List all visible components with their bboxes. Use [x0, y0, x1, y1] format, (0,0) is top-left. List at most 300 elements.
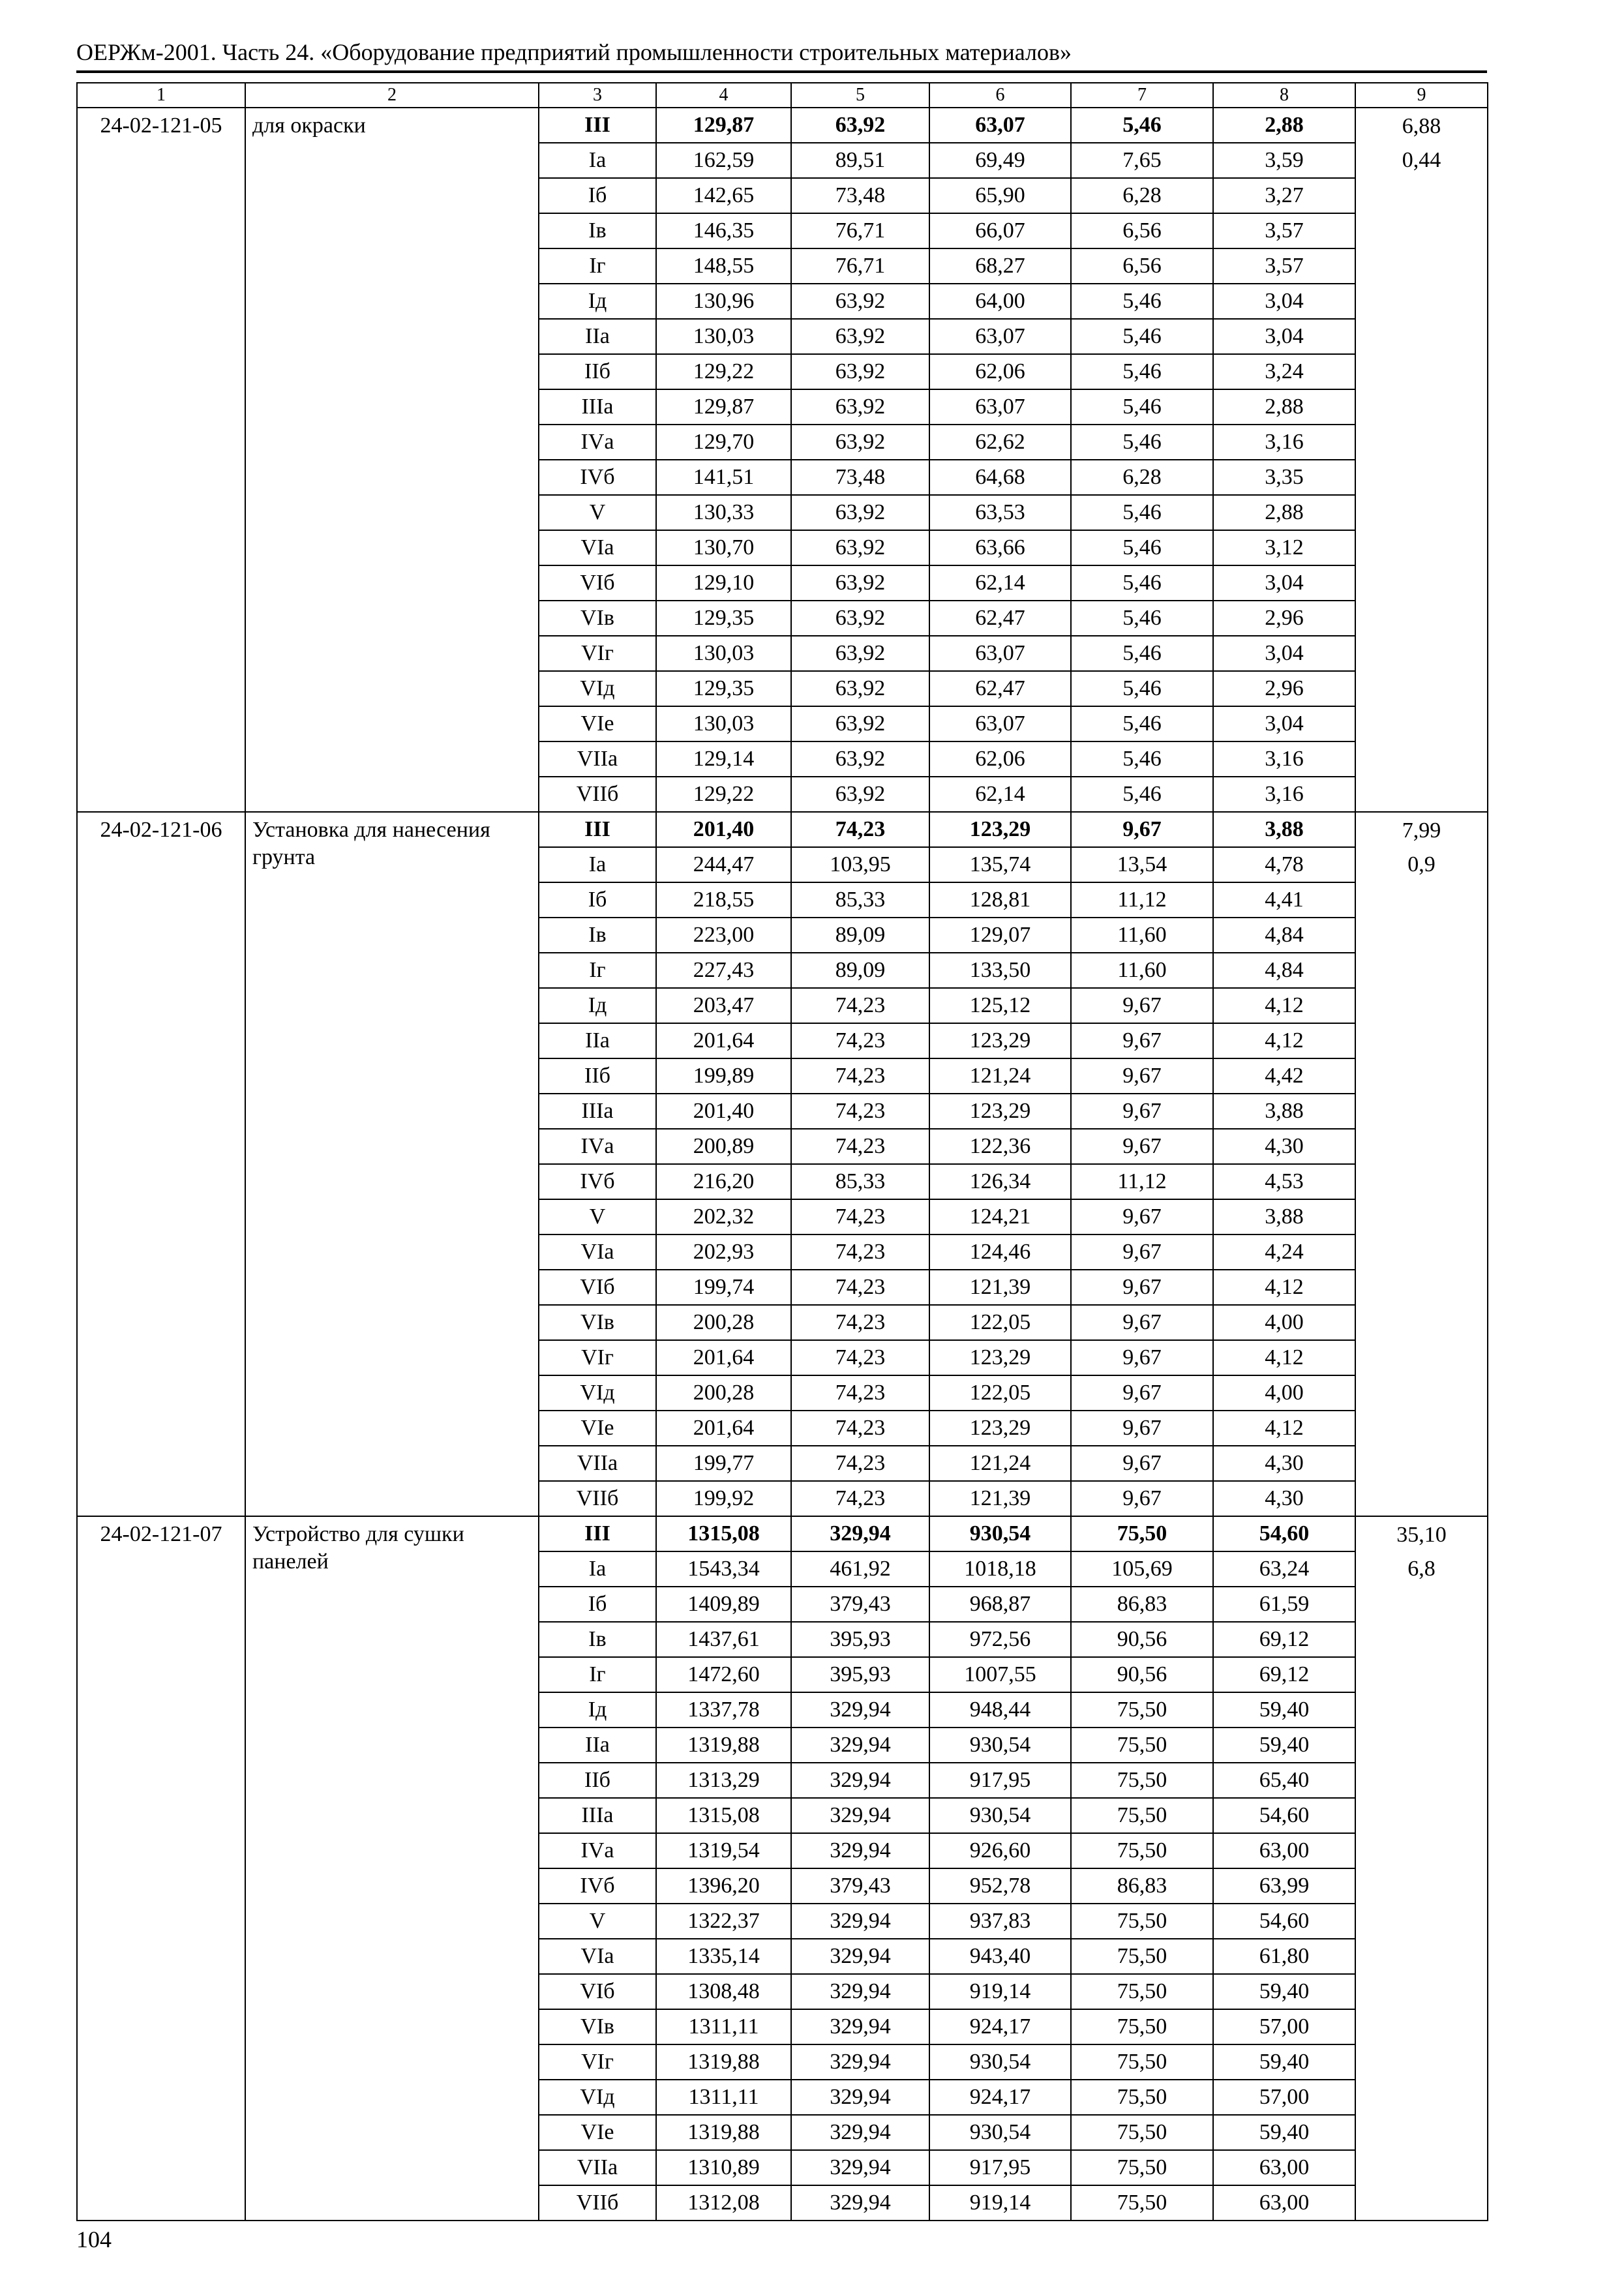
value-cell: 86,83: [1071, 1587, 1213, 1622]
value-cell: 63,92: [791, 601, 929, 636]
value-cell: 129,70: [656, 425, 791, 460]
value-cell: 63,92: [791, 741, 929, 777]
value-cell: 146,35: [656, 213, 791, 248]
value-cell: 89,09: [791, 953, 929, 988]
value-cell: 121,24: [929, 1446, 1071, 1481]
zone-cell: VIг: [539, 1340, 656, 1375]
value-cell: 4,00: [1213, 1375, 1355, 1411]
value-cell: 5,46: [1071, 706, 1213, 741]
value-cell: 200,28: [656, 1305, 791, 1340]
value-cell: 73,48: [791, 460, 929, 495]
item-code: 24-02-121-06: [77, 812, 245, 1516]
value-cell: 924,17: [929, 2009, 1071, 2044]
value-cell: 930,54: [929, 2044, 1071, 2080]
value-cell: 142,65: [656, 178, 791, 213]
value-cell: 4,24: [1213, 1234, 1355, 1270]
value-cell: 917,95: [929, 1763, 1071, 1798]
value-cell: 1437,61: [656, 1622, 791, 1657]
zone-cell: IVа: [539, 1129, 656, 1164]
value-cell: 85,33: [791, 1164, 929, 1199]
value-cell: 130,70: [656, 530, 791, 565]
zone-cell: V: [539, 1904, 656, 1939]
zone-cell: Iа: [539, 143, 656, 178]
value-cell: 63,92: [791, 354, 929, 389]
value-cell: 129,35: [656, 671, 791, 706]
value-cell: 244,47: [656, 847, 791, 882]
value-cell: 63,92: [791, 425, 929, 460]
value-cell: 75,50: [1071, 1939, 1213, 1974]
value-cell: 74,23: [791, 988, 929, 1023]
value-cell: 63,92: [791, 319, 929, 354]
value-cell: 201,40: [656, 812, 791, 847]
value-cell: 121,24: [929, 1058, 1071, 1094]
value-cell: 75,50: [1071, 1798, 1213, 1833]
value-cell: 63,92: [791, 706, 929, 741]
value-cell: 90,56: [1071, 1622, 1213, 1657]
value-cell: 1319,88: [656, 2115, 791, 2150]
value-cell: 68,27: [929, 248, 1071, 284]
value-cell: 7,65: [1071, 143, 1213, 178]
zone-cell: III: [539, 108, 656, 143]
value-cell: 1310,89: [656, 2150, 791, 2185]
value-cell: 74,23: [791, 1305, 929, 1340]
zone-cell: Iв: [539, 1622, 656, 1657]
value-cell: 972,56: [929, 1622, 1071, 1657]
page-header-title: ОЕРЖм-2001. Часть 24. «Оборудование предприятий промышленности строительных материалов»: [76, 39, 1072, 65]
value-cell: 5,46: [1071, 284, 1213, 319]
value-cell: 1335,14: [656, 1939, 791, 1974]
value-cell: 4,41: [1213, 882, 1355, 918]
zone-cell: IVб: [539, 1164, 656, 1199]
value-cell: 919,14: [929, 1974, 1071, 2009]
item-name: Установка для нанесения грунта: [245, 812, 539, 1516]
value-cell: 199,77: [656, 1446, 791, 1481]
zone-cell: IVб: [539, 1868, 656, 1904]
value-cell: 103,95: [791, 847, 929, 882]
value-cell: 9,67: [1071, 1446, 1213, 1481]
column-number: 1: [77, 83, 245, 108]
col9-value: 7,99: [1402, 818, 1441, 843]
header-rule: [76, 70, 1487, 73]
value-cell: 123,29: [929, 1411, 1071, 1446]
value-cell: 74,23: [791, 1446, 929, 1481]
value-cell: 74,23: [791, 1375, 929, 1411]
zone-cell: VIIб: [539, 1481, 656, 1516]
value-cell: 200,89: [656, 1129, 791, 1164]
zone-cell: IIб: [539, 1058, 656, 1094]
value-cell: 75,50: [1071, 2185, 1213, 2221]
value-cell: 5,46: [1071, 671, 1213, 706]
zone-cell: IIб: [539, 354, 656, 389]
value-cell: 3,88: [1213, 1199, 1355, 1234]
value-cell: 129,10: [656, 565, 791, 601]
value-cell: 73,48: [791, 178, 929, 213]
value-cell: 200,28: [656, 1375, 791, 1411]
value-cell: 85,33: [791, 882, 929, 918]
col9-value: 6,88: [1402, 114, 1441, 138]
value-cell: 329,94: [791, 1939, 929, 1974]
value-cell: 930,54: [929, 1798, 1071, 1833]
value-cell: 63,66: [929, 530, 1071, 565]
value-cell: 4,12: [1213, 1411, 1355, 1446]
value-cell: 129,35: [656, 601, 791, 636]
item-name: для окраски: [245, 108, 539, 812]
value-cell: 5,46: [1071, 601, 1213, 636]
value-cell: 3,27: [1213, 178, 1355, 213]
value-cell: 1312,08: [656, 2185, 791, 2221]
column-number: 4: [656, 83, 791, 108]
price-table-body: [77, 108, 1488, 2221]
value-cell: 218,55: [656, 882, 791, 918]
value-cell: 1018,18: [929, 1551, 1071, 1587]
value-cell: 54,60: [1213, 1798, 1355, 1833]
value-cell: 9,67: [1071, 988, 1213, 1023]
value-cell: 227,43: [656, 953, 791, 988]
value-cell: 6,56: [1071, 248, 1213, 284]
value-cell: 61,59: [1213, 1587, 1355, 1622]
value-cell: 11,60: [1071, 953, 1213, 988]
value-cell: 937,83: [929, 1904, 1071, 1939]
value-cell: 4,84: [1213, 953, 1355, 988]
value-cell: 74,23: [791, 1234, 929, 1270]
value-cell: 329,94: [791, 1798, 929, 1833]
value-cell: 63,92: [791, 530, 929, 565]
value-cell: 57,00: [1213, 2080, 1355, 2115]
value-cell: 379,43: [791, 1587, 929, 1622]
page-number: 104: [76, 2226, 112, 2252]
value-cell: 11,12: [1071, 1164, 1213, 1199]
value-cell: 75,50: [1071, 1516, 1213, 1551]
table-row: [77, 812, 1488, 847]
zone-cell: VIб: [539, 565, 656, 601]
value-cell: 926,60: [929, 1833, 1071, 1868]
zone-cell: VIд: [539, 1375, 656, 1411]
value-cell: 1311,11: [656, 2080, 791, 2115]
value-cell: 148,55: [656, 248, 791, 284]
value-cell: 63,07: [929, 706, 1071, 741]
value-cell: 63,00: [1213, 2185, 1355, 2221]
value-cell: 129,22: [656, 777, 791, 812]
zone-cell: IIIа: [539, 1094, 656, 1129]
value-cell: 69,12: [1213, 1657, 1355, 1692]
value-cell: 1315,08: [656, 1516, 791, 1551]
column-number: 8: [1213, 83, 1355, 108]
item-code: 24-02-121-05: [77, 108, 245, 812]
zone-cell: IIа: [539, 319, 656, 354]
value-cell: 329,94: [791, 2150, 929, 2185]
value-cell: 75,50: [1071, 1904, 1213, 1939]
value-cell: 124,21: [929, 1199, 1071, 1234]
value-cell: 329,94: [791, 1692, 929, 1728]
zone-cell: IVа: [539, 1833, 656, 1868]
value-cell: 63,24: [1213, 1551, 1355, 1587]
value-cell: 62,14: [929, 777, 1071, 812]
value-cell: 123,29: [929, 812, 1071, 847]
zone-cell: Iб: [539, 178, 656, 213]
value-cell: 329,94: [791, 1833, 929, 1868]
zone-cell: Iв: [539, 213, 656, 248]
value-cell: 1313,29: [656, 1763, 791, 1798]
value-cell: 943,40: [929, 1939, 1071, 1974]
value-cell: 129,87: [656, 108, 791, 143]
value-cell: 74,23: [791, 1481, 929, 1516]
value-cell: 9,67: [1071, 1375, 1213, 1411]
value-cell: 2,96: [1213, 671, 1355, 706]
value-cell: 1308,48: [656, 1974, 791, 2009]
value-cell: 395,93: [791, 1657, 929, 1692]
value-cell: 329,94: [791, 1904, 929, 1939]
value-cell: 63,92: [791, 636, 929, 671]
zone-cell: Iа: [539, 847, 656, 882]
value-cell: 122,36: [929, 1129, 1071, 1164]
value-cell: 199,92: [656, 1481, 791, 1516]
value-cell: 59,40: [1213, 1974, 1355, 2009]
item-code: 24-02-121-07: [77, 1516, 245, 2221]
value-cell: 129,07: [929, 918, 1071, 953]
value-cell: 74,23: [791, 1094, 929, 1129]
value-cell: 1322,37: [656, 1904, 791, 1939]
value-cell: 5,46: [1071, 777, 1213, 812]
value-cell: 3,04: [1213, 636, 1355, 671]
zone-cell: Iд: [539, 284, 656, 319]
value-cell: 1409,89: [656, 1587, 791, 1622]
column-number: 7: [1071, 83, 1213, 108]
value-cell: 75,50: [1071, 1833, 1213, 1868]
value-cell: 4,78: [1213, 847, 1355, 882]
value-cell: 2,88: [1213, 389, 1355, 425]
value-cell: 63,92: [791, 389, 929, 425]
value-cell: 968,87: [929, 1587, 1071, 1622]
value-cell: 75,50: [1071, 1692, 1213, 1728]
value-cell: 5,46: [1071, 741, 1213, 777]
value-cell: 329,94: [791, 2080, 929, 2115]
value-cell: 3,35: [1213, 460, 1355, 495]
value-cell: 129,87: [656, 389, 791, 425]
table-row: [77, 108, 1488, 143]
col9-cell: [1355, 108, 1488, 812]
value-cell: 59,40: [1213, 1728, 1355, 1763]
value-cell: 86,83: [1071, 1868, 1213, 1904]
value-cell: 199,89: [656, 1058, 791, 1094]
zone-cell: VIг: [539, 636, 656, 671]
col9-value: 35,10: [1396, 1523, 1447, 1547]
value-cell: 329,94: [791, 2115, 929, 2150]
value-cell: 74,23: [791, 1411, 929, 1446]
value-cell: 121,39: [929, 1481, 1071, 1516]
zone-cell: VIв: [539, 1305, 656, 1340]
value-cell: 63,99: [1213, 1868, 1355, 1904]
col9-cell: [1355, 1516, 1488, 2221]
column-number: 3: [539, 83, 656, 108]
value-cell: 141,51: [656, 460, 791, 495]
value-cell: 9,67: [1071, 1270, 1213, 1305]
value-cell: 3,04: [1213, 565, 1355, 601]
value-cell: 2,96: [1213, 601, 1355, 636]
value-cell: 4,30: [1213, 1481, 1355, 1516]
value-cell: 122,05: [929, 1375, 1071, 1411]
value-cell: 122,05: [929, 1305, 1071, 1340]
value-cell: 329,94: [791, 1728, 929, 1763]
value-cell: 1311,11: [656, 2009, 791, 2044]
value-cell: 6,28: [1071, 460, 1213, 495]
zone-cell: Iг: [539, 1657, 656, 1692]
value-cell: 66,07: [929, 213, 1071, 248]
value-cell: 952,78: [929, 1868, 1071, 1904]
value-cell: 9,67: [1071, 1129, 1213, 1164]
value-cell: 62,47: [929, 671, 1071, 706]
value-cell: 4,12: [1213, 1340, 1355, 1375]
zone-cell: VIIа: [539, 741, 656, 777]
value-cell: 75,50: [1071, 2009, 1213, 2044]
value-cell: 59,40: [1213, 2044, 1355, 2080]
zone-cell: Iб: [539, 882, 656, 918]
value-cell: 202,32: [656, 1199, 791, 1234]
value-cell: 65,40: [1213, 1763, 1355, 1798]
value-cell: 62,47: [929, 601, 1071, 636]
zone-cell: V: [539, 495, 656, 530]
value-cell: 75,50: [1071, 1728, 1213, 1763]
value-cell: 130,96: [656, 284, 791, 319]
value-cell: 4,30: [1213, 1129, 1355, 1164]
value-cell: 4,53: [1213, 1164, 1355, 1199]
table-row: [77, 1516, 1488, 1551]
price-table: [76, 82, 1488, 2221]
value-cell: 203,47: [656, 988, 791, 1023]
zone-cell: VIд: [539, 671, 656, 706]
value-cell: 59,40: [1213, 1692, 1355, 1728]
value-cell: 63,92: [791, 108, 929, 143]
zone-cell: VIIб: [539, 2185, 656, 2221]
value-cell: 4,12: [1213, 988, 1355, 1023]
zone-cell: Iа: [539, 1551, 656, 1587]
value-cell: 11,12: [1071, 882, 1213, 918]
value-cell: 329,94: [791, 1516, 929, 1551]
value-cell: 3,59: [1213, 143, 1355, 178]
value-cell: 216,20: [656, 1164, 791, 1199]
value-cell: 75,50: [1071, 2150, 1213, 2185]
zone-cell: III: [539, 812, 656, 847]
item-name: Устройство для сушки панелей: [245, 1516, 539, 2221]
value-cell: 130,33: [656, 495, 791, 530]
value-cell: 3,04: [1213, 706, 1355, 741]
value-cell: 75,50: [1071, 2080, 1213, 2115]
value-cell: 64,68: [929, 460, 1071, 495]
value-cell: 63,07: [929, 389, 1071, 425]
value-cell: 130,03: [656, 636, 791, 671]
zone-cell: IIа: [539, 1728, 656, 1763]
value-cell: 3,57: [1213, 248, 1355, 284]
column-number: 5: [791, 83, 929, 108]
value-cell: 1396,20: [656, 1868, 791, 1904]
value-cell: 9,67: [1071, 1234, 1213, 1270]
value-cell: 9,67: [1071, 1340, 1213, 1375]
value-cell: 5,46: [1071, 354, 1213, 389]
value-cell: 9,67: [1071, 1058, 1213, 1094]
value-cell: 59,40: [1213, 2115, 1355, 2150]
value-cell: 3,57: [1213, 213, 1355, 248]
value-cell: 329,94: [791, 2044, 929, 2080]
value-cell: 63,53: [929, 495, 1071, 530]
zone-cell: Iд: [539, 1692, 656, 1728]
zone-cell: VIб: [539, 1974, 656, 2009]
value-cell: 1319,54: [656, 1833, 791, 1868]
zone-cell: VIг: [539, 2044, 656, 2080]
zone-cell: IVб: [539, 460, 656, 495]
value-cell: 54,60: [1213, 1904, 1355, 1939]
value-cell: 3,24: [1213, 354, 1355, 389]
value-cell: 130,03: [656, 319, 791, 354]
value-cell: 201,64: [656, 1023, 791, 1058]
value-cell: 6,56: [1071, 213, 1213, 248]
value-cell: 76,71: [791, 213, 929, 248]
value-cell: 917,95: [929, 2150, 1071, 2185]
value-cell: 62,62: [929, 425, 1071, 460]
value-cell: 202,93: [656, 1234, 791, 1270]
value-cell: 133,50: [929, 953, 1071, 988]
value-cell: 5,46: [1071, 425, 1213, 460]
value-cell: 62,14: [929, 565, 1071, 601]
zone-cell: VIIб: [539, 777, 656, 812]
zone-cell: IIIа: [539, 1798, 656, 1833]
value-cell: 5,46: [1071, 636, 1213, 671]
value-cell: 9,67: [1071, 1305, 1213, 1340]
value-cell: 13,54: [1071, 847, 1213, 882]
zone-cell: VIв: [539, 601, 656, 636]
value-cell: 75,50: [1071, 2115, 1213, 2150]
zone-cell: Iб: [539, 1587, 656, 1622]
value-cell: 1007,55: [929, 1657, 1071, 1692]
value-cell: 948,44: [929, 1692, 1071, 1728]
value-cell: 3,88: [1213, 812, 1355, 847]
value-cell: 4,30: [1213, 1446, 1355, 1481]
value-cell: 4,84: [1213, 918, 1355, 953]
value-cell: 329,94: [791, 2009, 929, 2044]
value-cell: 121,39: [929, 1270, 1071, 1305]
value-cell: 3,88: [1213, 1094, 1355, 1129]
column-number: 9: [1355, 83, 1488, 108]
value-cell: 65,90: [929, 178, 1071, 213]
value-cell: 76,71: [791, 248, 929, 284]
value-cell: 75,50: [1071, 1763, 1213, 1798]
value-cell: 5,46: [1071, 389, 1213, 425]
zone-cell: IIIа: [539, 389, 656, 425]
value-cell: 74,23: [791, 812, 929, 847]
value-cell: 461,92: [791, 1551, 929, 1587]
value-cell: 1319,88: [656, 2044, 791, 2080]
value-cell: 5,46: [1071, 565, 1213, 601]
value-cell: 63,92: [791, 495, 929, 530]
value-cell: 4,00: [1213, 1305, 1355, 1340]
zone-cell: VIб: [539, 1270, 656, 1305]
value-cell: 5,46: [1071, 495, 1213, 530]
value-cell: 329,94: [791, 1763, 929, 1798]
col9-value: 6,8: [1407, 1557, 1436, 1581]
value-cell: 9,67: [1071, 1199, 1213, 1234]
value-cell: 74,23: [791, 1129, 929, 1164]
value-cell: 930,54: [929, 1728, 1071, 1763]
value-cell: 930,54: [929, 2115, 1071, 2150]
zone-cell: Iг: [539, 953, 656, 988]
value-cell: 125,12: [929, 988, 1071, 1023]
value-cell: 223,00: [656, 918, 791, 953]
value-cell: 135,74: [929, 847, 1071, 882]
value-cell: 62,06: [929, 354, 1071, 389]
value-cell: 63,92: [791, 284, 929, 319]
value-cell: 75,50: [1071, 2044, 1213, 2080]
value-cell: 63,92: [791, 777, 929, 812]
value-cell: 1319,88: [656, 1728, 791, 1763]
col9-cell: [1355, 812, 1488, 1516]
